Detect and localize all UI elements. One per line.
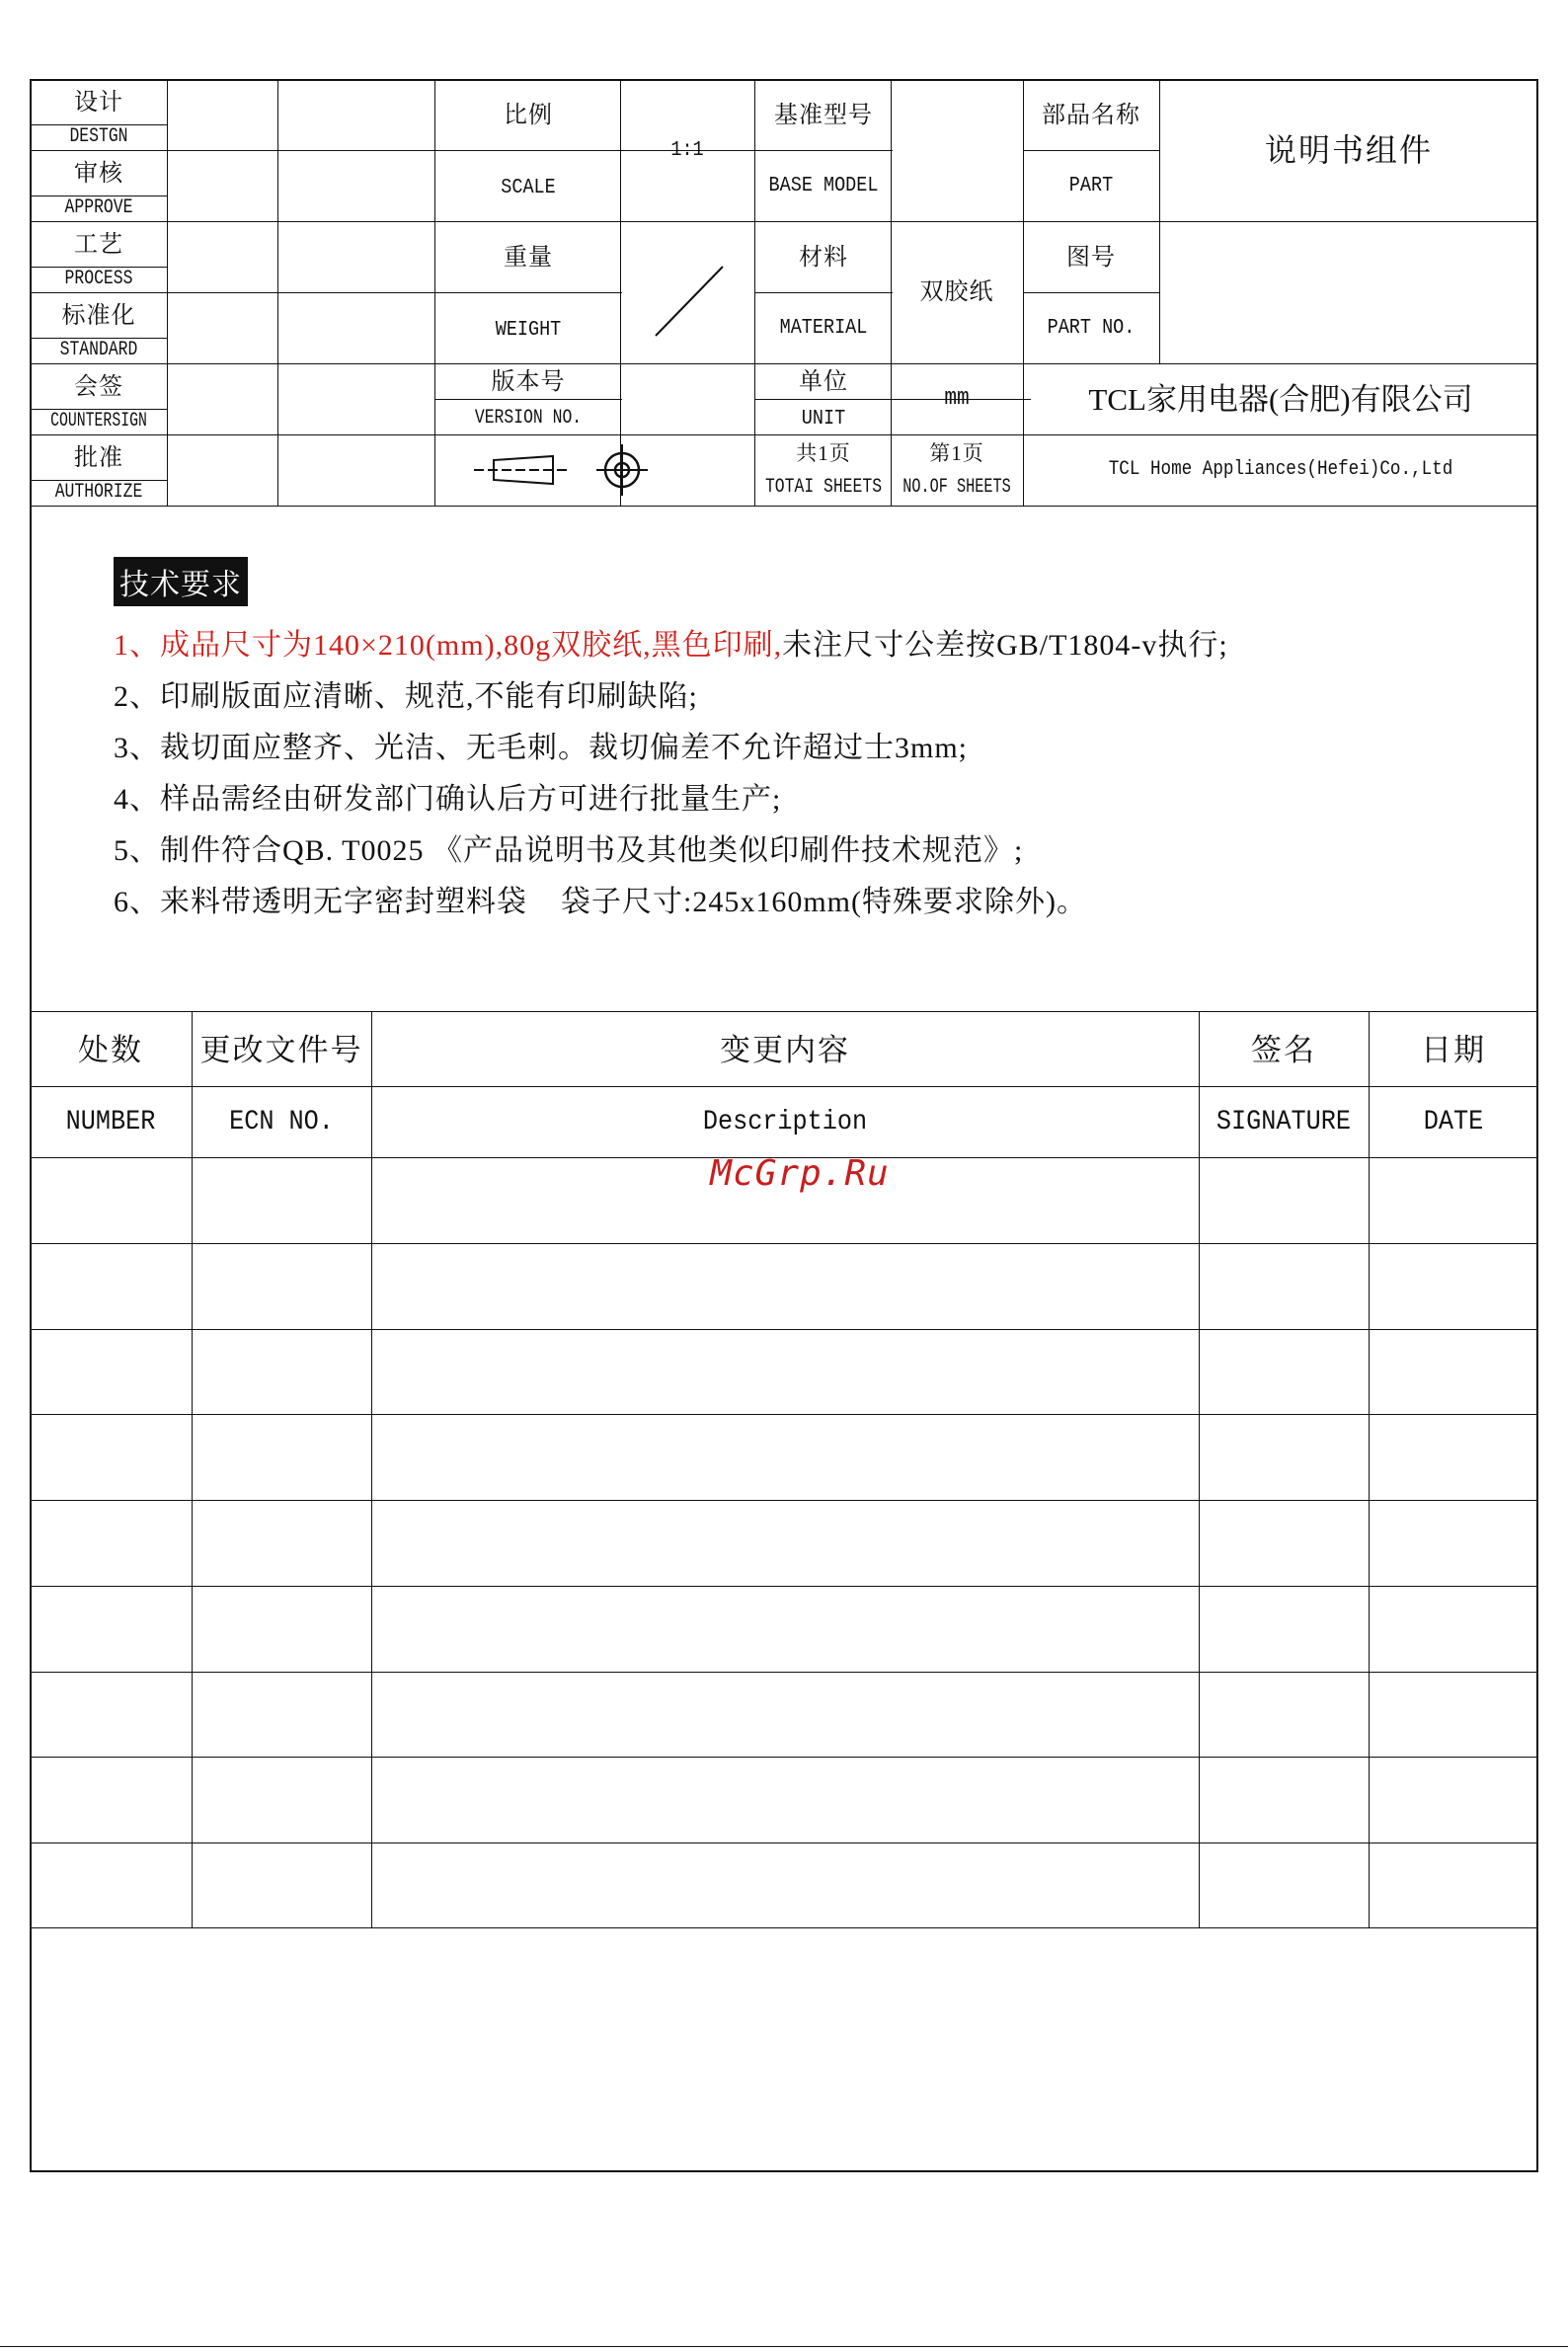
watermark: McGrp.Ru xyxy=(710,1153,890,1194)
title-row-line xyxy=(1023,150,1159,151)
page-edge-line xyxy=(0,2346,1568,2347)
part-no-label-en: PART NO. xyxy=(1047,316,1136,340)
requirement-item-3: 3、裁切面应整齐、光洁、无毛刺。裁切偏差不允许超过士3mm; xyxy=(114,732,969,764)
change-table-col-line xyxy=(192,1011,193,1927)
requirements-title: 技术要求 xyxy=(114,557,248,606)
sheet-no-label: 第1页 xyxy=(929,440,984,465)
company-name-cn: TCL家用电器(合肥)有限公司 xyxy=(1088,381,1473,417)
total-sheets-label: 共1页 xyxy=(796,440,851,465)
header-date-cn: 日期 xyxy=(1421,1032,1486,1067)
requirement-item-5: 5、制件符合QB. T0025 《产品说明书及其他类似印刷件技术规范》; xyxy=(114,834,1024,867)
change-table-row-line xyxy=(30,1414,1538,1415)
process-label: 工艺 xyxy=(74,232,123,258)
scale-label-en: SCALE xyxy=(501,176,556,199)
part-label-en: PART xyxy=(1068,174,1114,197)
header-signature-en: SIGNATURE xyxy=(1215,1107,1352,1137)
company-name-en: TCL Home Appliances(Hefei)Co.,Ltd xyxy=(1108,458,1453,481)
requirement-item-4: 4、样品需经由研发部门确认后方可进行批量生产; xyxy=(114,783,782,816)
authorize-label-en: AUTHORIZE xyxy=(54,481,143,504)
title-block-bottom-line xyxy=(30,506,1538,507)
header-description-cn: 变更内容 xyxy=(720,1032,850,1067)
header-number-cn: 处数 xyxy=(78,1032,143,1067)
countersign-label: 会签 xyxy=(74,374,123,400)
material-label: 材料 xyxy=(799,245,848,271)
scale-value: 1:1 xyxy=(670,138,704,162)
requirement-item-1-rest: 未注尺寸公差按GB/T1804-v执行; xyxy=(782,629,1228,662)
header-ecn-cn: 更改文件号 xyxy=(199,1032,363,1067)
part-value: 说明书组件 xyxy=(1264,132,1433,168)
unit-label-en: UNIT xyxy=(801,407,846,431)
design-label: 设计 xyxy=(74,90,123,116)
approve-label-en: APPROVE xyxy=(64,196,133,219)
title-row-line xyxy=(434,399,622,400)
title-col-line xyxy=(277,79,278,506)
header-number-en: NUMBER xyxy=(65,1107,156,1137)
header-description-en: Description xyxy=(702,1107,868,1137)
authorize-label: 批准 xyxy=(74,445,123,471)
title-row-line xyxy=(1023,292,1159,293)
unit-value: mm xyxy=(944,385,970,412)
change-table-row-line xyxy=(30,1329,1538,1330)
material-label-en: MATERIAL xyxy=(779,316,868,340)
countersign-label-en: COUNTERSIGN xyxy=(50,410,147,432)
change-table-row-line xyxy=(30,1842,1538,1843)
change-table-col-line xyxy=(1369,1011,1370,1927)
title-row-line xyxy=(30,292,434,293)
version-label-en: VERSION NO. xyxy=(474,407,583,430)
requirement-item-1 xyxy=(114,620,1228,664)
change-table-row-line xyxy=(30,1586,1538,1587)
change-table-row-line xyxy=(30,1672,1538,1673)
requirement-item-1-highlight: 1、成品尺寸为140×210(mm),80g双胶纸,黑色印刷, xyxy=(114,629,783,662)
title-row-line xyxy=(754,292,893,293)
header-date-en: DATE xyxy=(1423,1107,1484,1137)
header-ecn-en: ECN NO. xyxy=(229,1107,334,1137)
sheet-no-label-en: NO.OF SHEETS xyxy=(902,476,1011,499)
change-table-bottom-line xyxy=(30,1927,1538,1928)
standard-label-en: STANDARD xyxy=(59,339,138,361)
approve-label: 审核 xyxy=(74,161,123,187)
base-model-label-en: BASE MODEL xyxy=(768,174,879,197)
version-label: 版本号 xyxy=(491,369,566,395)
header-signature-cn: 签名 xyxy=(1251,1032,1316,1067)
change-table-top-line xyxy=(30,1011,1538,1012)
projection-symbol-icon xyxy=(434,434,754,506)
weight-slash-icon xyxy=(620,221,754,363)
unit-label: 单位 xyxy=(799,369,848,395)
process-label-en: PROCESS xyxy=(64,268,133,290)
total-sheets-label-en: TOTAI SHEETS xyxy=(764,476,883,499)
change-table-row-line xyxy=(30,1243,1538,1244)
material-value: 双胶纸 xyxy=(919,279,994,305)
title-row-line xyxy=(434,292,622,293)
title-row-line xyxy=(754,150,893,151)
change-table-row-line xyxy=(30,1757,1538,1758)
requirement-item-6: 6、来料带透明无字密封塑料袋 袋子尺寸:245x160mm(特殊要求除外)。 xyxy=(114,886,1087,918)
change-table-col-line xyxy=(371,1011,372,1927)
change-table-row-line xyxy=(30,1500,1538,1501)
part-label: 部品名称 xyxy=(1042,103,1140,128)
base-model-label: 基准型号 xyxy=(774,103,873,128)
weight-label-en: WEIGHT xyxy=(495,318,562,342)
title-row-line xyxy=(30,221,1538,222)
title-row-line xyxy=(434,150,622,151)
weight-label: 重量 xyxy=(504,245,553,271)
design-label-en: DESTGN xyxy=(69,125,128,148)
standard-label: 标准化 xyxy=(61,303,136,329)
requirement-item-2: 2、印刷版面应清晰、规范,不能有印刷缺陷; xyxy=(114,680,698,713)
part-no-label: 图号 xyxy=(1066,245,1116,271)
change-table-col-line xyxy=(1199,1011,1200,1927)
change-table-header-divider xyxy=(30,1086,1538,1087)
scale-label: 比例 xyxy=(504,103,553,128)
